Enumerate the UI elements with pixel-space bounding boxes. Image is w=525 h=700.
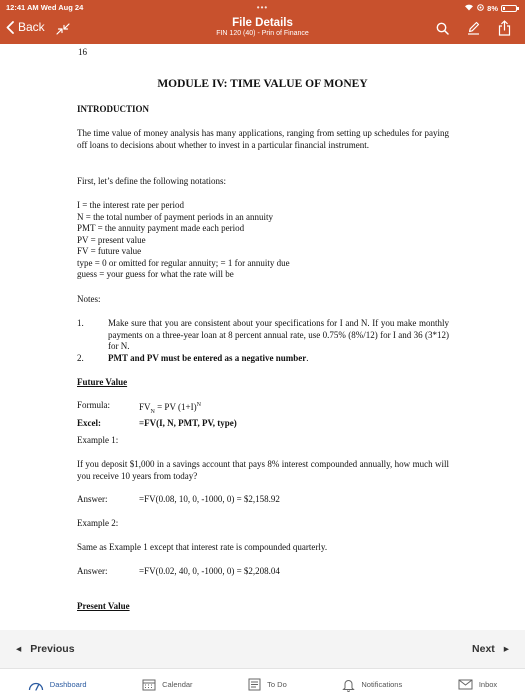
answer1-row — [77, 494, 449, 506]
notation-item: PV = present value — [77, 234, 146, 245]
tab-todo[interactable] — [248, 678, 287, 691]
formula-row — [77, 400, 449, 418]
notation-intro: First, let’s define the following notations: — [77, 176, 226, 186]
page-title: File Details — [232, 17, 293, 29]
notation-item: guess = your guess for what the rate will be — [77, 269, 234, 279]
todo-icon — [248, 678, 261, 691]
intro-paragraph: The time value of money analysis has many applications, ranging from setting up schedules for paying off loans to decisions about whether to invest in a particular financial instrument. — [77, 128, 449, 150]
next-label: Next — [472, 643, 495, 655]
previous-label: Previous — [30, 643, 75, 655]
calendar-icon — [142, 678, 156, 691]
multitasking-dots[interactable]: ••• — [256, 3, 269, 12]
bell-icon — [342, 678, 355, 692]
intro-heading: INTRODUCTION — [77, 104, 150, 114]
module-title: MODULE IV: TIME VALUE OF MONEY — [157, 78, 368, 90]
notation-item: type = 0 or omitted for regular annuity; = 1 for annuity due — [77, 257, 290, 268]
page-number: 16 — [78, 47, 87, 57]
present-value-heading: Present Value — [77, 601, 130, 611]
excel-formula: =FV(I, N, PMT, PV, type) — [139, 418, 237, 429]
note-item — [77, 318, 449, 353]
collapse-arrows-icon[interactable] — [56, 22, 70, 40]
note-period: . — [306, 352, 309, 363]
excel-row — [77, 418, 449, 430]
note-number: 2. — [77, 352, 84, 363]
share-icon[interactable] — [498, 20, 511, 41]
tab-label: Notifications — [361, 680, 403, 689]
note-text: Make sure that you are consistent about your specifications for I and N. If you make monthly payments on a three-year loan at 8 percent annual rate, use 0.75% (8%/12) for I and 36 (3*12) for N. — [108, 318, 449, 351]
example1-label: Example 1: — [77, 435, 119, 445]
note-item — [77, 353, 449, 365]
tab-label: Dashboard — [49, 680, 87, 689]
battery-percent: 8% — [487, 3, 498, 13]
tab-notifications[interactable] — [342, 678, 402, 692]
tab-calendar[interactable] — [142, 678, 192, 691]
page-navigation — [0, 630, 525, 668]
answer-value: =FV(0.08, 10, 0, -1000, 0) = $2,158.92 — [139, 494, 280, 504]
formula-label: Formula: — [77, 400, 110, 410]
course-subtitle: FIN 120 (40) - Prin of Finance — [216, 30, 309, 37]
formula-block — [77, 400, 449, 430]
tab-inbox[interactable] — [458, 679, 497, 690]
future-value-heading: Future Value — [77, 377, 128, 387]
tab-label: To Do — [267, 680, 287, 689]
answer-label: Answer: — [77, 566, 108, 576]
app-header — [0, 0, 525, 44]
triangle-right-icon: ▸ — [503, 643, 509, 655]
document-viewer[interactable] — [0, 44, 525, 630]
notation-list — [77, 200, 449, 281]
chevron-left-icon — [6, 21, 14, 34]
notation-item: I = the interest rate per period — [77, 200, 185, 210]
tab-label: Inbox — [478, 680, 498, 689]
inbox-icon — [458, 679, 473, 690]
previous-button[interactable] — [16, 643, 75, 655]
notation-item: N = the total number of payment periods in an annuity — [77, 211, 274, 222]
answer2-row — [77, 566, 449, 578]
annotate-pen-icon[interactable] — [467, 21, 480, 40]
notes-label: Notes: — [77, 294, 101, 304]
back-label: Back — [18, 20, 45, 34]
notation-item: FV = future value — [77, 246, 142, 256]
back-button[interactable] — [6, 20, 45, 34]
triangle-left-icon: ◂ — [16, 643, 22, 655]
status-time: 12:41 AM Wed Aug 24 — [6, 3, 84, 12]
header-actions — [436, 20, 511, 41]
example2-text: Same as Example 1 except that interest rate is compounded quarterly. — [77, 542, 328, 552]
note-text: PMT and PV must be entered as a negative number — [108, 352, 307, 363]
tab-label: Calendar — [162, 680, 193, 689]
tab-dashboard[interactable] — [28, 679, 87, 691]
notes-list — [77, 318, 449, 364]
excel-label: Excel: — [77, 418, 101, 429]
search-icon[interactable] — [436, 22, 449, 40]
dashboard-icon — [28, 679, 44, 691]
note-number: 1. — [77, 318, 84, 328]
example2-label: Example 2: — [77, 518, 119, 528]
answer-value: =FV(0.02, 40, 0, -1000, 0) = $2,208.04 — [139, 566, 280, 576]
notation-item: PMT = the annuity payment made each period — [77, 223, 245, 233]
example1-text: If you deposit $1,000 in a savings account that pays 8% interest compounded annually, how much will you receive 10 years from today? — [77, 459, 449, 481]
formula-text: $FV_N$ = PV $(1+I)^N$ — [139, 402, 201, 415]
bottom-tab-bar — [0, 668, 525, 700]
next-button[interactable] — [472, 643, 509, 655]
answer-label: Answer: — [77, 494, 108, 504]
